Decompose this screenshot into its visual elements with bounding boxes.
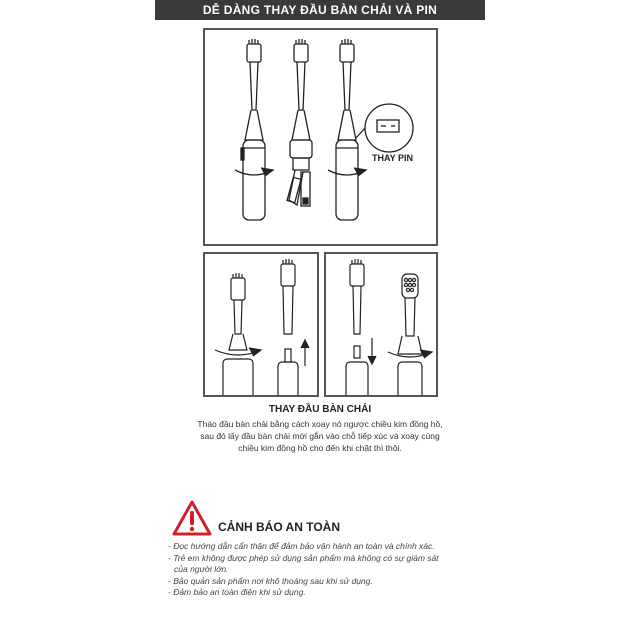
brush-head-new: [278, 259, 298, 397]
battery-diagram: [205, 30, 438, 246]
page-title: DỄ DÀNG THAY ĐẦU BÀN CHẢI VÀ PIN: [155, 0, 485, 20]
battery-callout: [365, 104, 413, 152]
warning-item: của người lớn.: [174, 564, 229, 574]
warning-list: [168, 541, 508, 599]
warning-triangle-icon: [172, 500, 212, 541]
brush-removal-diagram: [205, 254, 319, 397]
warning-item: - Đọc hướng dẫn cẩn thận để đảm bảo vận hành an toàn và chính xác.: [168, 541, 435, 551]
toothbrush-3: [336, 39, 358, 220]
warning-item: - Trẻ em không được phép sử dụng sản phẩm mà không có sự giám sát: [168, 552, 439, 563]
battery-replace-label: THAY PIN: [372, 153, 414, 163]
toothbrush-1: [241, 39, 265, 220]
brush-head-old: [223, 273, 253, 397]
warning-title: CẢNH BÁO AN TOÀN: [218, 520, 340, 534]
brush-head-title: THAY ĐẦU BÀN CHẢI: [268, 404, 372, 415]
brush-head-remove: [346, 259, 368, 397]
warning-item: - Đảm bảo an toàn điện khi sử dụng.: [168, 587, 306, 597]
brush-attach-diagram: [326, 254, 438, 397]
brush-attach-illustration: [324, 252, 438, 397]
brush-head-description: [160, 418, 480, 454]
description-line: Tháo đầu bàn chải bằng cách xoay nó ngược chiều kim đồng hồ,: [197, 419, 443, 429]
battery-replacement-illustration: [203, 28, 438, 246]
toothbrush-2-open: [287, 39, 312, 206]
description-line: chiều kim đồng hồ cho đến khi chặt thì thôi.: [238, 443, 402, 453]
description-line: sau đó lấy đầu bàn chải mới gắn vào chỗ tiếp xúc và xoay cùng: [200, 431, 440, 441]
brush-removal-illustration: [203, 252, 319, 397]
warning-item: - Bảo quản sản phẩm nơi khô thoáng sau khi sử dụng.: [168, 575, 373, 586]
battery-icon: [377, 120, 399, 132]
brush-head-attached: [398, 274, 422, 397]
